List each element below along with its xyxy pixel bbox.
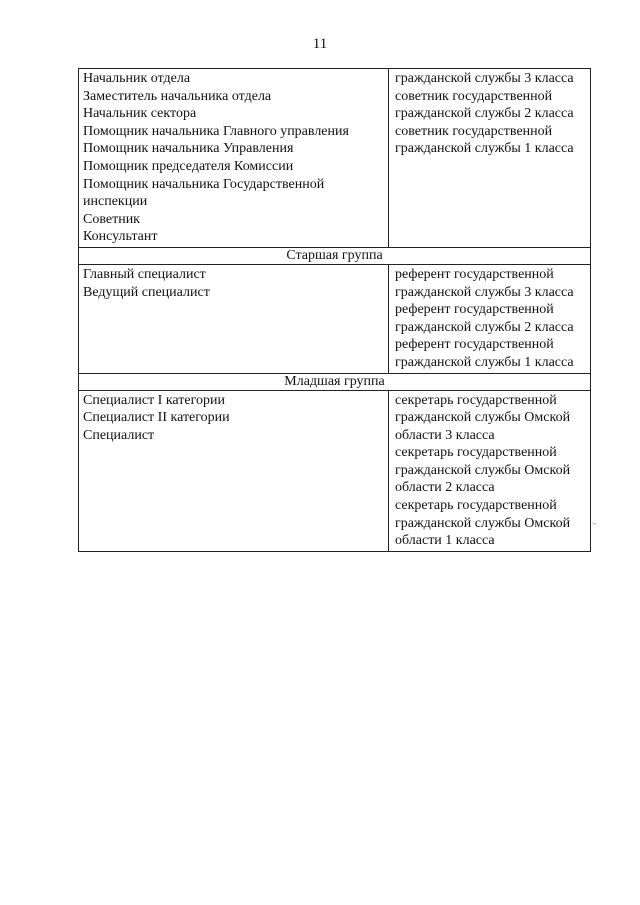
ranks-cell (389, 69, 591, 248)
position-item: Советник (83, 211, 140, 227)
table-row (79, 264, 591, 373)
rank-item: области 2 класса (395, 480, 495, 496)
position-item: Специалист I категории (83, 392, 225, 408)
rank-item: гражданской службы 1 класса (395, 141, 574, 157)
position-item: Начальник отдела (83, 71, 191, 86)
position-item: Помощник начальника Государственной (83, 176, 325, 192)
closing-quote-mark: " (593, 522, 596, 530)
position-item: инспекции (83, 194, 148, 210)
rank-item: советник государственной (395, 88, 553, 104)
position-item: Помощник председателя Комиссии (83, 158, 294, 174)
position-item: Специалист (83, 427, 155, 443)
position-item: Заместитель начальника отдела (83, 88, 272, 104)
ranks-cell (389, 264, 591, 373)
position-item: Помощник начальника Управления (83, 141, 294, 157)
rank-item: гражданской службы 2 класса (395, 106, 574, 122)
rank-item: гражданской службы 3 класса (395, 71, 574, 86)
position-item: Начальник сектора (83, 106, 197, 122)
rank-item: референт государственной (395, 302, 554, 318)
rank-item: гражданской службы 2 класса (395, 319, 574, 335)
rank-item: гражданской службы Омской (395, 410, 571, 426)
positions-cell (79, 264, 389, 373)
rank-item: гражданской службы Омской (395, 515, 571, 531)
ranks-cell (389, 390, 591, 551)
position-item: Ведущий специалист (83, 284, 210, 300)
positions-cell (79, 390, 389, 551)
page-number: 11 (312, 36, 328, 52)
position-item: Специалист II категории (83, 410, 230, 426)
rank-item: референт государственной (395, 266, 554, 282)
position-item: Консультант (83, 229, 158, 245)
group-header-row (79, 247, 591, 264)
rank-item: области 3 класса (395, 427, 495, 443)
rank-item: гражданской службы 1 класса (395, 354, 574, 370)
positions-ranks-table (78, 68, 591, 552)
rank-item: референт государственной (395, 337, 554, 353)
table-row (79, 69, 591, 248)
rank-item: области 1 класса (395, 533, 495, 549)
junior-group-header: Младшая группа (79, 373, 591, 390)
rank-item: секретарь государственной (395, 498, 557, 514)
positions-cell (79, 69, 389, 248)
position-item: Главный специалист (83, 266, 206, 282)
rank-item: секретарь государственной (395, 445, 557, 461)
senior-group-header: Старшая группа (79, 247, 591, 264)
group-header-row (79, 373, 591, 390)
position-item: Помощник начальника Главного управления (83, 123, 349, 139)
rank-item: гражданской службы Омской (395, 462, 571, 478)
table-row (79, 390, 591, 551)
rank-item: секретарь государственной (395, 392, 557, 408)
rank-item: гражданской службы 3 класса (395, 284, 574, 300)
rank-item: советник государственной (395, 123, 553, 139)
